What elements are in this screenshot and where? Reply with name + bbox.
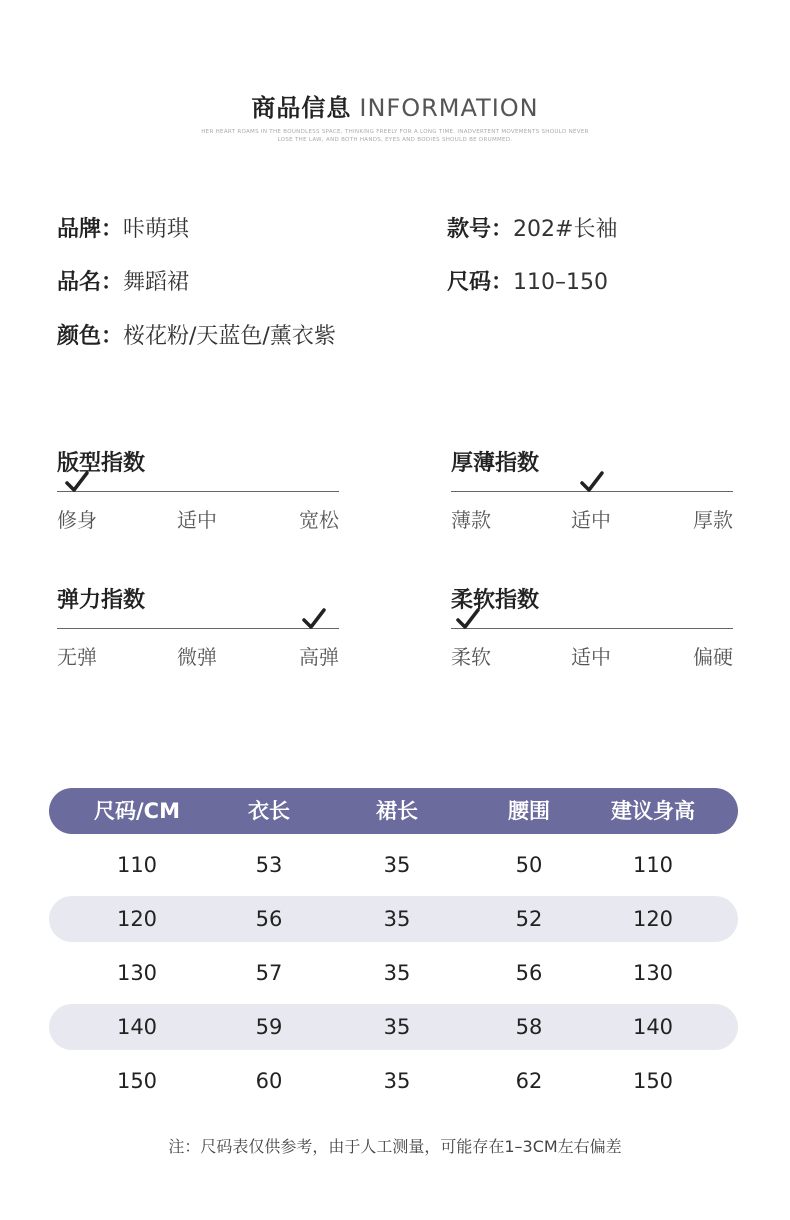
info-style-value: 202#长袖	[513, 217, 618, 242]
size-table	[49, 788, 738, 1104]
header-cell-top-length: 衣长	[248, 799, 290, 823]
table-cell: 35	[383, 1015, 411, 1039]
table-cell: 130	[632, 961, 674, 985]
table-cell: 52	[515, 907, 543, 931]
subtitle-line-1: HER HEART ROAMS IN THE BOUNDLESS SPACE, THINKING FREELY FOR A LONG TIME. INADVERTENT MOVEMENTS SHOULD NEVER	[201, 129, 589, 135]
table-cell: 56	[255, 907, 283, 931]
fit-label-1: 适中	[177, 508, 217, 532]
info-name-key: 品名：	[57, 270, 124, 295]
elasticity-label-2: 高弹	[299, 645, 339, 669]
fit-index-title: 版型指数	[57, 451, 146, 476]
info-color	[57, 319, 336, 350]
thickness-index	[451, 446, 733, 566]
elasticity-index-line	[57, 628, 339, 629]
info-name	[57, 265, 189, 296]
softness-index-title: 柔软指数	[451, 588, 540, 613]
softness-index-line	[451, 628, 733, 629]
elasticity-label-0: 无弹	[57, 645, 97, 669]
table-cell: 35	[383, 907, 411, 931]
check-icon	[65, 470, 89, 494]
table-header	[49, 788, 738, 834]
table-cell: 120	[116, 907, 158, 931]
info-brand-key: 品牌：	[57, 217, 124, 242]
header-cell-waist: 腰围	[508, 799, 550, 823]
table-cell: 59	[255, 1015, 283, 1039]
table-cell: 140	[632, 1015, 674, 1039]
thickness-index-title: 厚薄指数	[451, 451, 540, 476]
info-color-value: 桜花粉/天蓝色/薰衣紫	[123, 324, 336, 349]
header-cell-height: 建议身高	[611, 799, 695, 823]
elasticity-index-title: 弹力指数	[57, 588, 146, 613]
table-cell: 35	[383, 961, 411, 985]
softness-index	[451, 583, 733, 703]
fit-label-0: 修身	[57, 508, 97, 532]
table-cell: 130	[116, 961, 158, 985]
info-name-value: 舞蹈裙	[123, 270, 190, 295]
fit-index-line	[57, 491, 339, 492]
check-icon	[302, 607, 326, 631]
elasticity-label-1: 微弹	[177, 645, 217, 669]
page-title	[0, 88, 790, 123]
table-cell: 110	[116, 853, 158, 877]
info-size-key: 尺码：	[447, 270, 514, 295]
header-cell-size: 尺码/CM	[94, 799, 180, 823]
size-note: 注：尺码表仅供参考，由于人工测量，可能存在1–3CM左右偏差	[168, 1137, 622, 1156]
check-icon	[456, 607, 480, 631]
table-cell: 58	[515, 1015, 543, 1039]
softness-label-0: 柔软	[451, 645, 491, 669]
info-size-value: 110–150	[513, 270, 608, 295]
table-row	[49, 842, 738, 888]
table-cell: 150	[116, 1069, 158, 1093]
header-cell-skirt-length: 裙长	[376, 799, 418, 823]
table-row	[49, 1004, 738, 1050]
info-style	[447, 212, 617, 243]
table-cell: 110	[632, 853, 674, 877]
table-row	[49, 1058, 738, 1104]
thickness-label-1: 适中	[571, 508, 611, 532]
table-cell: 60	[255, 1069, 283, 1093]
softness-label-1: 适中	[571, 645, 611, 669]
table-cell: 50	[515, 853, 543, 877]
thickness-label-2: 厚款	[693, 508, 733, 532]
elasticity-index	[57, 583, 339, 703]
fit-label-2: 宽松	[299, 508, 339, 532]
info-size	[447, 265, 608, 296]
table-cell: 53	[255, 853, 283, 877]
info-color-key: 颜色：	[57, 324, 124, 349]
table-cell: 150	[632, 1069, 674, 1093]
table-cell: 57	[255, 961, 283, 985]
check-icon	[580, 470, 604, 494]
fit-index	[57, 446, 339, 566]
subtitle-line-2: LOSE THE LAW, AND BOTH HANDS, EYES AND BODIES SHOULD BE DRUMMED.	[277, 137, 513, 143]
subtitle	[160, 128, 630, 144]
table-cell: 56	[515, 961, 543, 985]
table-cell: 140	[116, 1015, 158, 1039]
title-en: INFORMATION	[359, 94, 539, 122]
table-cell: 35	[383, 853, 411, 877]
table-cell: 35	[383, 1069, 411, 1093]
info-brand	[57, 212, 189, 243]
table-cell: 62	[515, 1069, 543, 1093]
info-style-key: 款号：	[447, 217, 514, 242]
title-cn: 商品信息	[251, 94, 352, 122]
table-row	[49, 896, 738, 942]
thickness-label-0: 薄款	[451, 508, 491, 532]
info-brand-value: 咔萌琪	[123, 217, 190, 242]
softness-label-2: 偏硬	[693, 645, 733, 669]
table-row	[49, 950, 738, 996]
table-cell: 120	[632, 907, 674, 931]
